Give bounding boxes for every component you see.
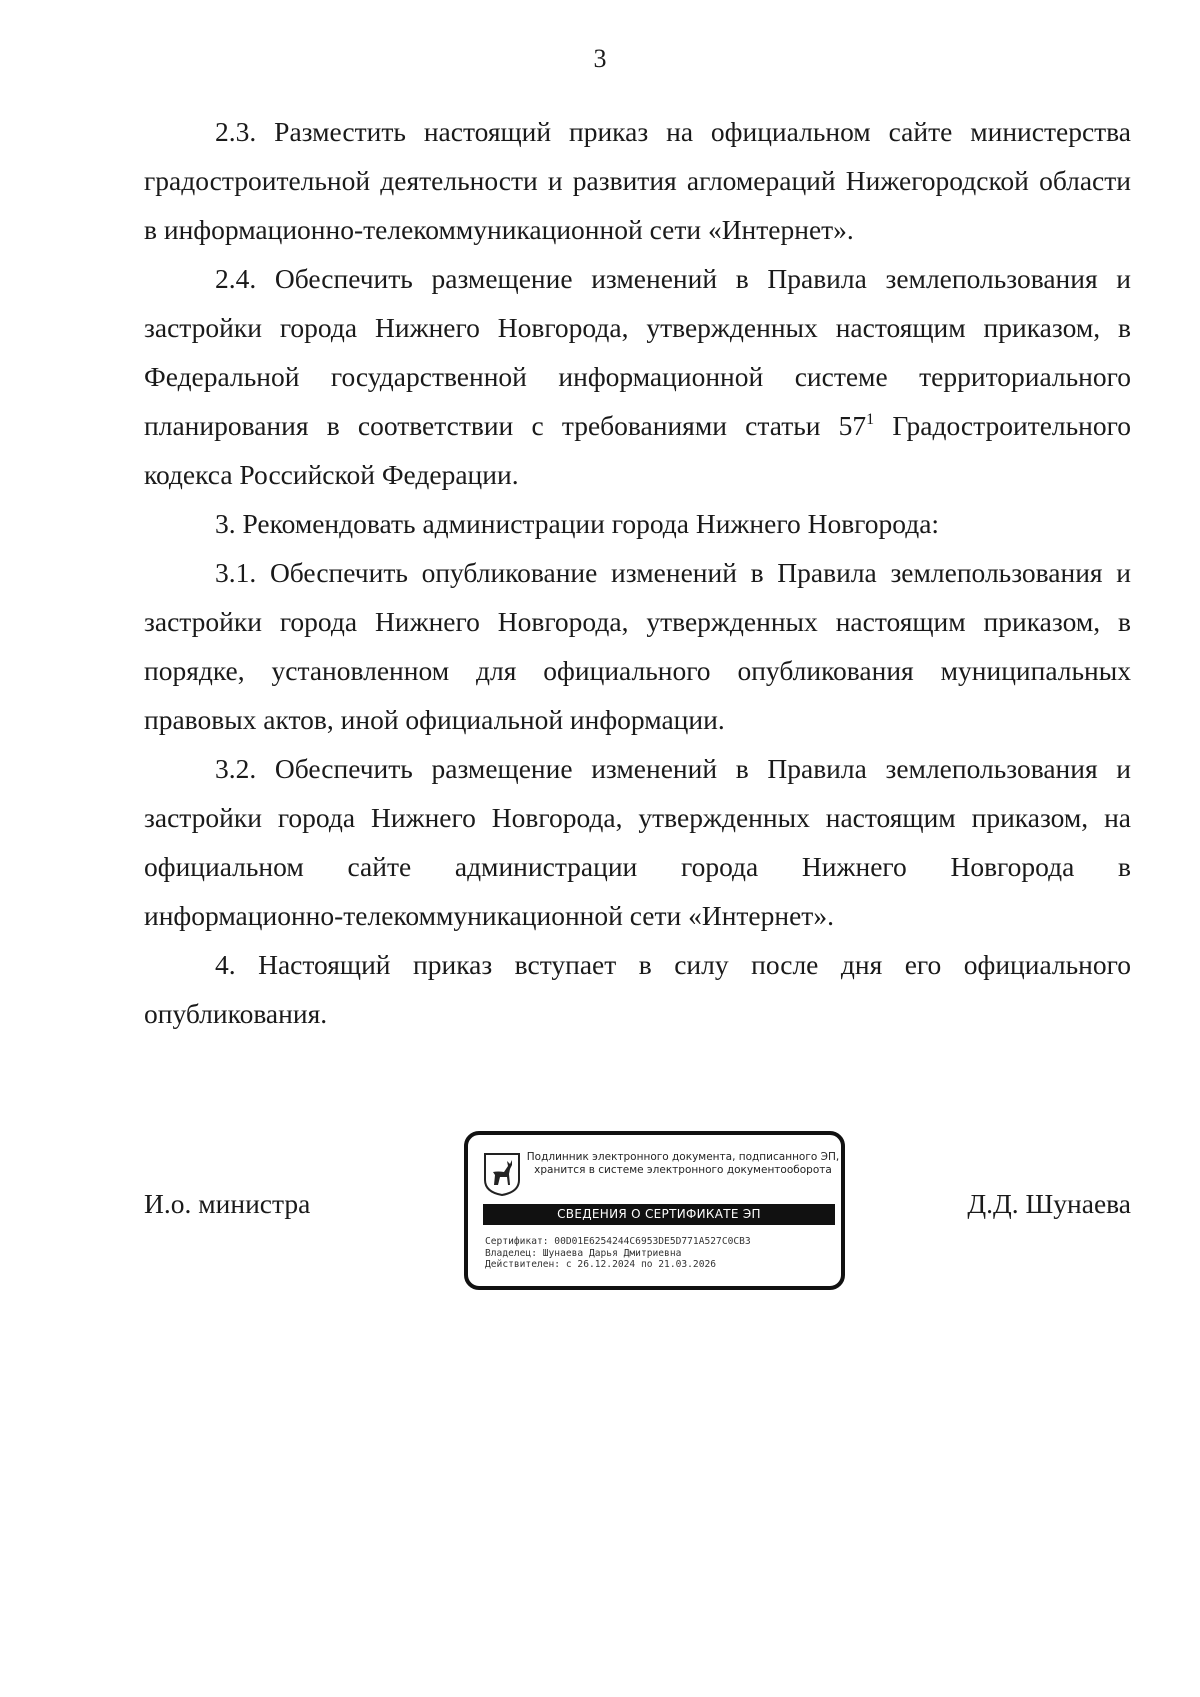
certificate-number: Сертификат: 00D01E6254244C6953DE5D771A527C0CB3 [485, 1236, 751, 1247]
paragraph-3-2-end: информационно-телекоммуникационной сети «Интернет». [144, 900, 834, 931]
certificate-header: СВЕДЕНИЯ О СЕРТИФИКАТЕ ЭП [483, 1204, 835, 1225]
paragraph-3-2: 3.2. Обеспечить размещение изменений в Правила землепользования и застройки города Нижнего Новгорода, утвержденных настоящим приказом, на официальном сайте администрации города Нижнего Новгорода в [144, 753, 1131, 882]
paragraph-2-4-text: 2.4. Обеспечить размещение изменений в Правила землепользования и застройки города Нижнего Новгорода, утвержденных настоящим приказом, в Федеральной государственной информационной системе территориального планирования в соответствии с требованиями статьи 57 [144, 263, 1131, 441]
stamp-notice-line-2: хранится в системе электронного документооборота [534, 1164, 832, 1176]
nizhny-novgorod-deer-emblem-icon [483, 1152, 521, 1196]
signatory-title: И.о. министра [144, 1188, 311, 1219]
paragraph-2-4-text-end: Градостроительного кодекса Российской Федерации. [144, 410, 1131, 490]
electronic-signature-stamp [464, 1131, 845, 1290]
page-number: 3 [593, 44, 607, 73]
certificate-details [485, 1236, 751, 1271]
stamp-notice [524, 1151, 842, 1177]
certificate-owner: Владелец: Шунаева Дарья Дмитриевна [485, 1247, 682, 1259]
paragraph-2-4 [144, 254, 1131, 499]
stamp-notice-line-1: Подлинник электронного документа, подписанного ЭП, [526, 1151, 840, 1163]
document-body [144, 107, 1131, 1038]
signatory-name: Д.Д. Шунаева [967, 1188, 1131, 1219]
certificate-validity: Действителен: с 26.12.2024 по 21.03.2026 [485, 1259, 717, 1270]
paragraph-3: 3. Рекомендовать администрации города Нижнего Новгорода: [215, 508, 940, 539]
superscript: 1 [866, 411, 875, 428]
paragraph-3-1: 3.1. Обеспечить опубликование изменений в Правила землепользования и застройки города Нижнего Новгорода, утвержденных настоящим приказом, в порядке, установленном для официального опубликования муниципальных правовых актов, иной официальной информации. [144, 557, 1131, 735]
paragraph-2-3: 2.3. Разместить настоящий приказ на официальном сайте министерства градостроительной деятельности и развития агломераций Нижегородской области в информационно-телекоммуникационной сети «Интернет». [144, 116, 1131, 245]
paragraph-4: 4. Настоящий приказ вступает в силу после дня его официального опубликования. [144, 949, 1131, 1029]
